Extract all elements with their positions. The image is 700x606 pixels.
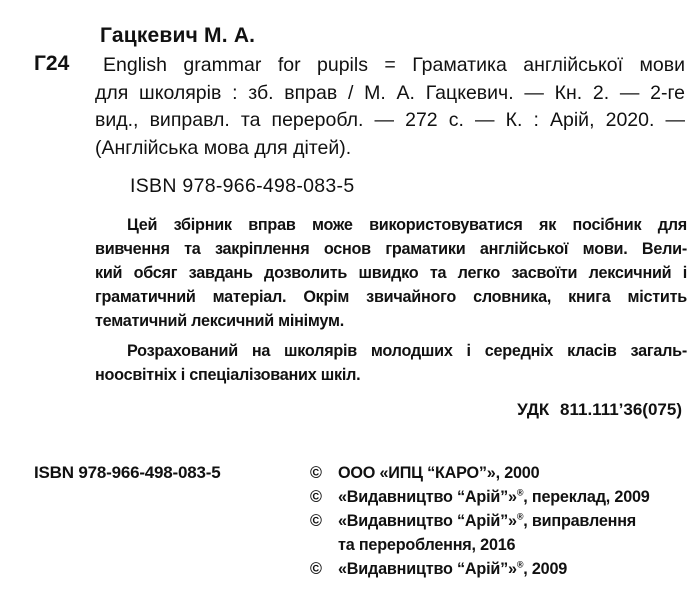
abstract-line: граматичний матеріал. Окрім звичайного словника, книга містить [95,288,687,306]
publisher-name: «Видавництво “Арій”» [338,560,517,578]
copyright-text [338,557,567,581]
copyright-detail: , переклад, 2009 [523,488,650,506]
udk-code: УДК 811.111’36(075) [517,400,682,419]
copyright-row [310,485,690,509]
author-name: Гацкевич М. А. [100,24,256,47]
publisher-name: «Видавництво “Арій”» [338,512,517,530]
copyright-row [310,557,690,581]
copyright-icon: © [310,464,322,482]
copyright-continuation: та перероблення, 2016 [338,536,516,554]
abstract-line: вивчення та закріплення основ граматики англійської мови. Вели- [95,240,687,258]
abstract [95,213,687,387]
copyright-icon: © [310,512,322,530]
copyright-row [310,461,690,485]
isbn-main: ISBN 978-966-498-083-5 [130,175,355,197]
copyright-icon: © [310,560,322,578]
copyright-block [310,461,690,581]
copyright-detail: , виправлення [523,512,637,530]
isbn-bottom: ISBN 978-966-498-083-5 [34,463,221,482]
copyright-text: ООО «ИПЦ “КАРО”», 2000 [338,464,540,482]
registered-icon: ® [516,559,524,570]
copyright-detail: , 2009 [523,560,568,578]
copyright-text [338,485,650,509]
copyright-row [310,509,690,533]
bib-line: для школярів : зб. вправ / М. А. Гацкевич. — Кн. 2. — 2-ге [95,81,685,104]
abstract-line: Розрахований на школярів молодших і середніх класів загаль- [127,342,687,360]
abstract-line: ноосвітніх і спеціалізованих шкіл. [95,366,361,384]
bibliographic-record [95,52,685,162]
abstract-line: тематичний лексичний мінімум. [95,312,344,330]
registered-icon: ® [516,511,524,522]
copyright-text [338,509,636,533]
publisher-name: «Видавництво “Арій”» [338,488,517,506]
bib-line: (Англійська мова для дітей). [95,136,352,159]
abstract-line: Цей збірник вправ може використовуватися як посібник для [127,216,687,234]
registered-icon: ® [516,487,524,498]
bib-line: вид., виправл. та переробл. — 272 с. — К. : Арій, 2020. — [95,109,685,131]
classification-code: Г24 [34,52,70,75]
bib-line: English grammar for pupils = Граматика англійської мови [103,54,685,76]
abstract-line: кий обсяг завдань дозволить швидко та легко засвоїти лексичний і [95,264,687,282]
copyright-icon: © [310,488,322,506]
